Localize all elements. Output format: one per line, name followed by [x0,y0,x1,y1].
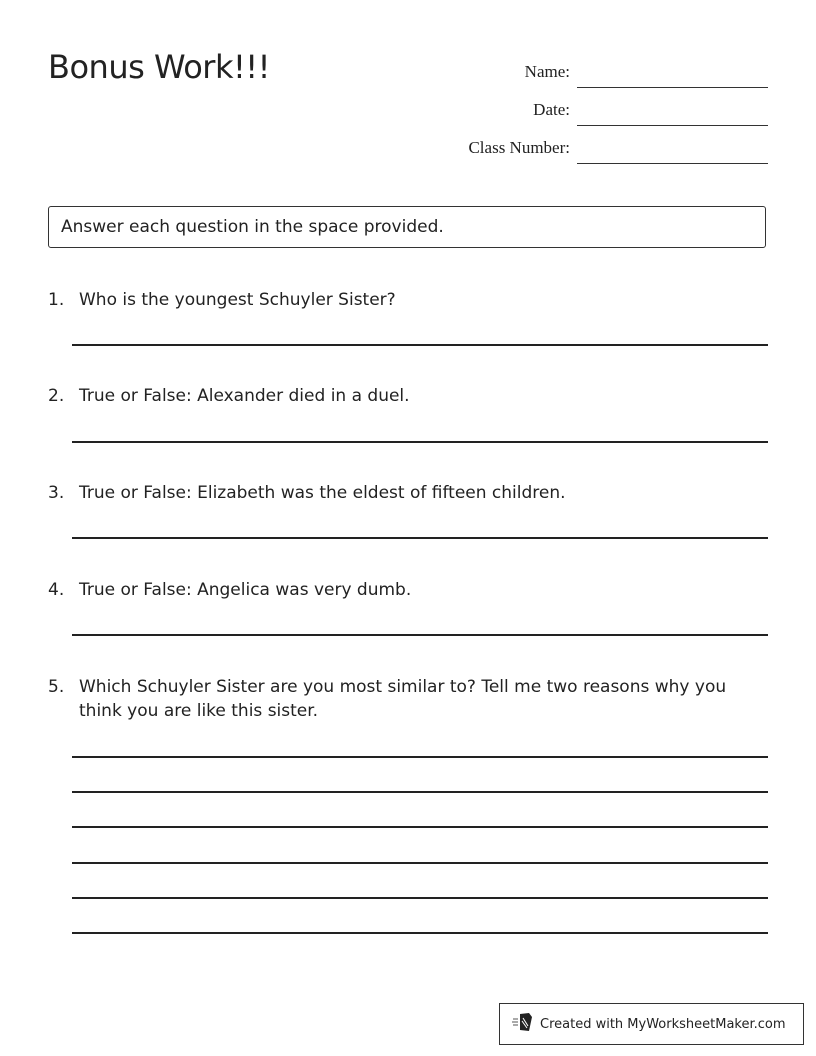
question-5 [48,675,768,723]
worksheet-maker-logo-icon [512,1011,540,1037]
answer-line-5f [72,932,768,934]
class-number-field [440,126,768,164]
class-number-blank-line [577,162,768,164]
question-number: 3. [48,483,65,503]
question-text: True or False: Angelica was very dumb. [79,580,412,600]
worksheet-title: Bonus Work!!! [48,48,270,86]
name-field [440,50,768,88]
question-text: True or False: Alexander died in a duel. [79,386,410,406]
answer-line-3 [72,537,768,539]
name-label: Name: [524,62,570,81]
answer-line-5e [72,897,768,899]
created-with-text: Created with MyWorksheetMaker.com [540,1016,786,1032]
question-number: 4. [48,580,65,600]
question-2 [48,384,768,408]
answer-line-5b [72,791,768,793]
question-3 [48,481,768,505]
answer-line-5d [72,862,768,864]
created-with-badge[interactable] [499,1003,804,1045]
answer-line-5c [72,826,768,828]
student-info-fields [440,50,768,164]
date-label: Date: [533,100,570,119]
date-field [440,88,768,126]
name-blank-line [577,86,768,88]
question-1 [48,288,768,312]
answer-line-2 [72,441,768,443]
date-blank-line [577,124,768,126]
answer-line-1 [72,344,768,346]
question-text: True or False: Elizabeth was the eldest of fifteen children. [79,483,566,503]
answer-line-4 [72,634,768,636]
question-4 [48,578,768,602]
question-number: 1. [48,290,65,310]
question-number: 2. [48,386,65,406]
instructions-box [48,206,766,248]
instructions-text: Answer each question in the space provided. [61,217,444,237]
question-number: 5. [48,677,65,697]
question-text: Which Schuyler Sister are you most similar to? Tell me two reasons why you think you are like this sister. [79,677,727,721]
answer-line-5a [72,756,768,758]
question-text: Who is the youngest Schuyler Sister? [79,290,396,310]
class-number-label: Class Number: [468,138,570,157]
